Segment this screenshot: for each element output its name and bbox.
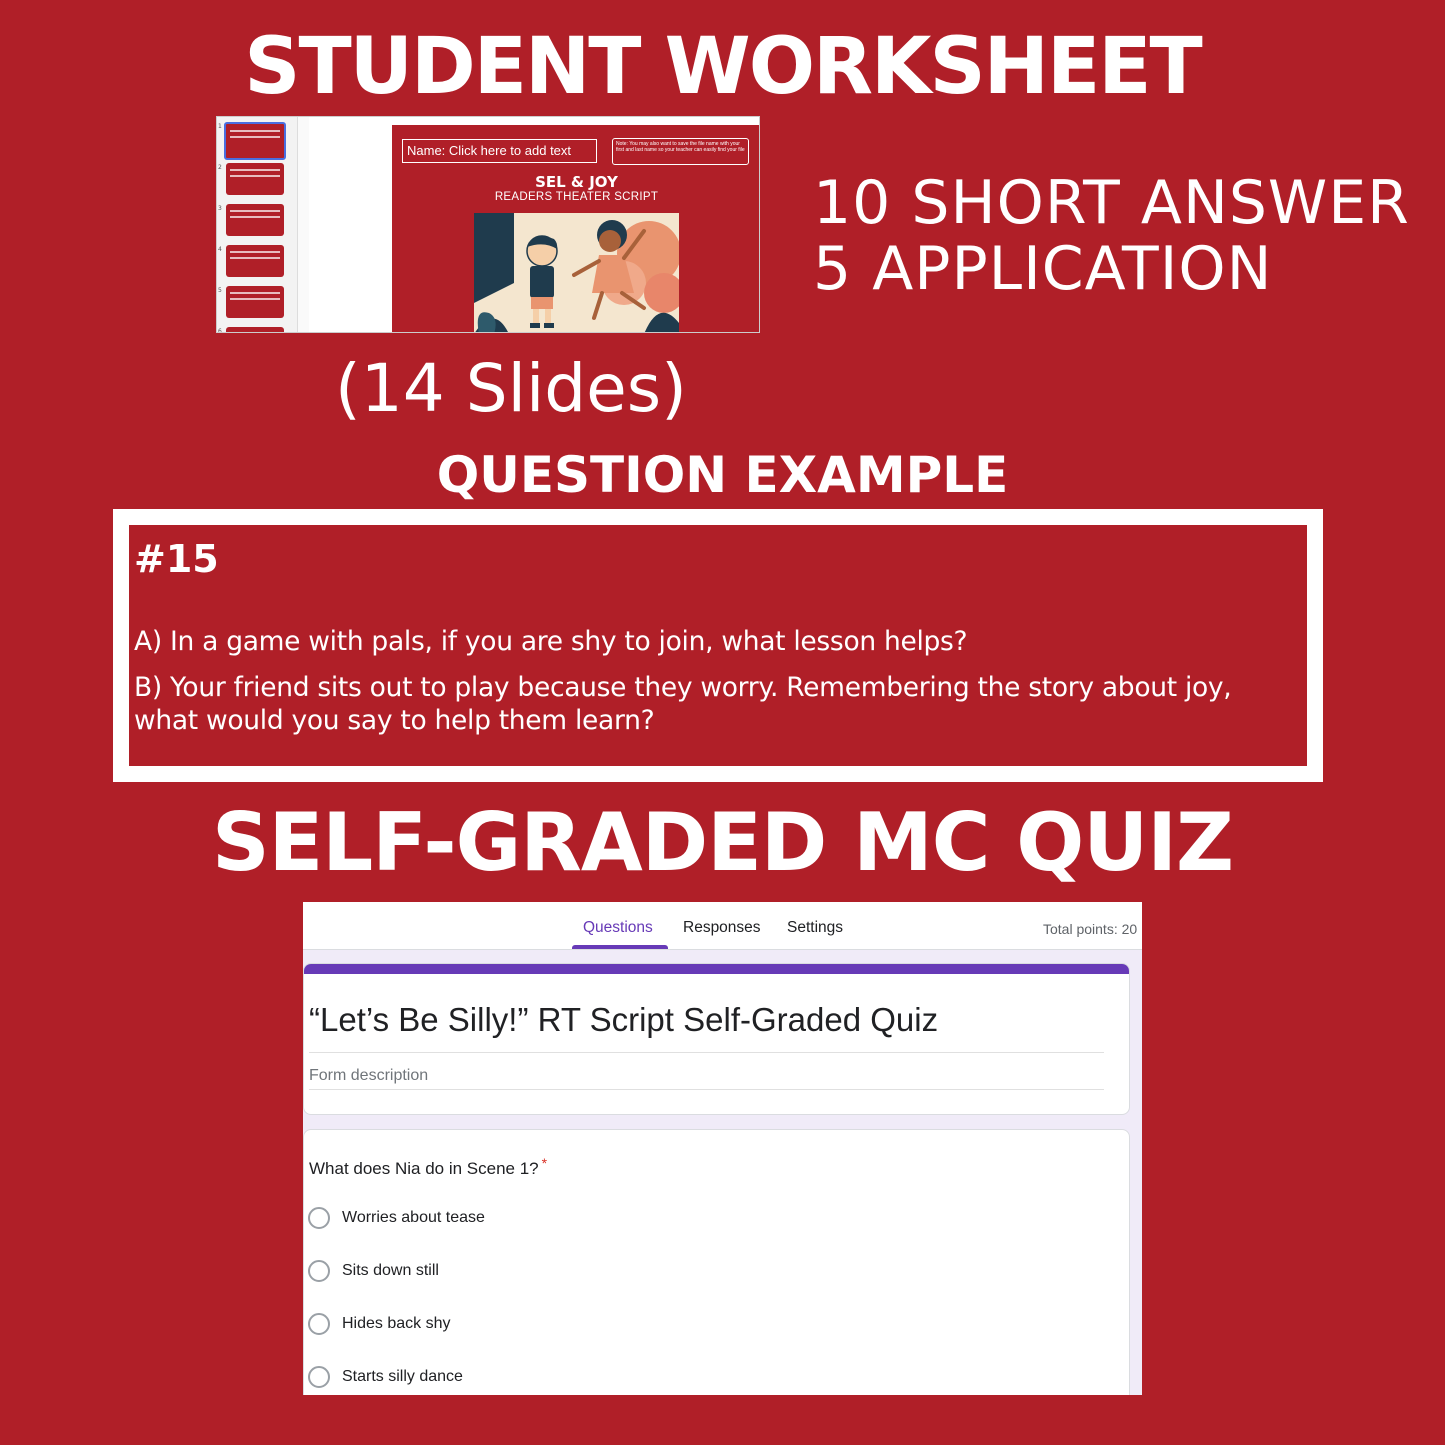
option-label: Worries about tease (342, 1209, 485, 1226)
slide-thumbnail[interactable] (226, 327, 284, 333)
thumbnail-number: 6 (218, 328, 222, 333)
slide-thumbnail-rail[interactable] (217, 117, 297, 333)
question-text (309, 1155, 548, 1179)
question-example-heading: QUESTION EXAMPLE (436, 446, 1009, 504)
worksheet-heading: STUDENT WORKSHEET (244, 22, 1201, 112)
form-description-field[interactable]: Form description (309, 1067, 429, 1084)
thumbnail-number: 3 (218, 205, 222, 212)
slide-thumbnail[interactable] (226, 286, 284, 318)
thumbnail-text-line (230, 130, 280, 132)
question-label: What does Nia do in Scene 1? (309, 1159, 539, 1178)
thumbnail-number: 1 (218, 123, 222, 130)
thumbnail-number: 4 (218, 246, 222, 253)
thumbnail-text-line (230, 136, 280, 138)
description-divider (309, 1089, 1104, 1090)
option-label: Starts silly dance (342, 1368, 463, 1385)
radio-button[interactable] (308, 1207, 330, 1229)
children-illustration (474, 213, 679, 333)
slide-thumbnail[interactable] (226, 163, 284, 195)
form-tab-bar (303, 902, 1142, 950)
slide-thumbnail[interactable] (224, 122, 286, 160)
thumbnail-text-line (230, 292, 280, 294)
question-card[interactable] (303, 1129, 1130, 1395)
title-divider (309, 1052, 1104, 1053)
option-label: Sits down still (342, 1262, 439, 1279)
tab-settings[interactable]: Settings (787, 919, 844, 936)
slide-canvas[interactable] (392, 125, 760, 333)
slides-editor-screenshot (216, 116, 760, 333)
tab-responses[interactable]: Responses (683, 919, 761, 936)
slide-thumbnail[interactable] (226, 204, 284, 236)
question-number: #15 (134, 537, 219, 581)
slides-count: (14 Slides) (335, 350, 687, 427)
name-text-box[interactable]: Name: Click here to add text (402, 139, 597, 163)
thumbnail-text-line (230, 257, 280, 259)
required-marker: * (541, 1155, 548, 1171)
application-count: 5 APPLICATION (813, 234, 1273, 304)
thumbnail-text-line (230, 298, 280, 300)
option-label: Hides back shy (342, 1315, 451, 1332)
thumbnail-number: 2 (218, 164, 222, 171)
slide-thumbnail[interactable] (226, 245, 284, 277)
total-points: Total points: 20 (1043, 921, 1138, 937)
thumbnail-text-line (230, 216, 280, 218)
radio-button[interactable] (308, 1313, 330, 1335)
thumbnail-text-line (230, 251, 280, 253)
thumbnail-text-line (230, 169, 280, 171)
form-title-card (303, 963, 1130, 1115)
thumbnail-text-line (230, 210, 280, 212)
slide-title: SEL & JOY (535, 173, 618, 191)
active-tab-indicator (572, 945, 668, 949)
title-card-accent (304, 964, 1130, 974)
forms-editor-screenshot (303, 902, 1142, 1395)
note-text-box: Note: You may also want to save the file name with your first and last name so your teacher can easily find your file (612, 138, 749, 165)
radio-button[interactable] (308, 1366, 330, 1388)
radio-button[interactable] (308, 1260, 330, 1282)
question-example-box (113, 509, 1323, 782)
quiz-heading: SELF-GRADED MC QUIZ (211, 796, 1234, 889)
slide-subtitle: READERS THEATER SCRIPT (494, 191, 659, 203)
editor-canvas (309, 117, 392, 333)
question-part-b: B) Your friend sits out to play because they worry. Remembering the story about joy, what would you say to help them learn? (134, 672, 1232, 736)
thumbnail-number: 5 (218, 287, 222, 294)
form-title-field[interactable]: “Let’s Be Silly!” RT Script Self-Graded Quiz (309, 1001, 939, 1038)
thumbnail-text-line (230, 175, 280, 177)
tab-questions[interactable]: Questions (583, 919, 653, 936)
question-part-a: A) In a game with pals, if you are shy to join, what lesson helps? (134, 626, 968, 657)
short-answer-count: 10 SHORT ANSWER (813, 168, 1410, 238)
